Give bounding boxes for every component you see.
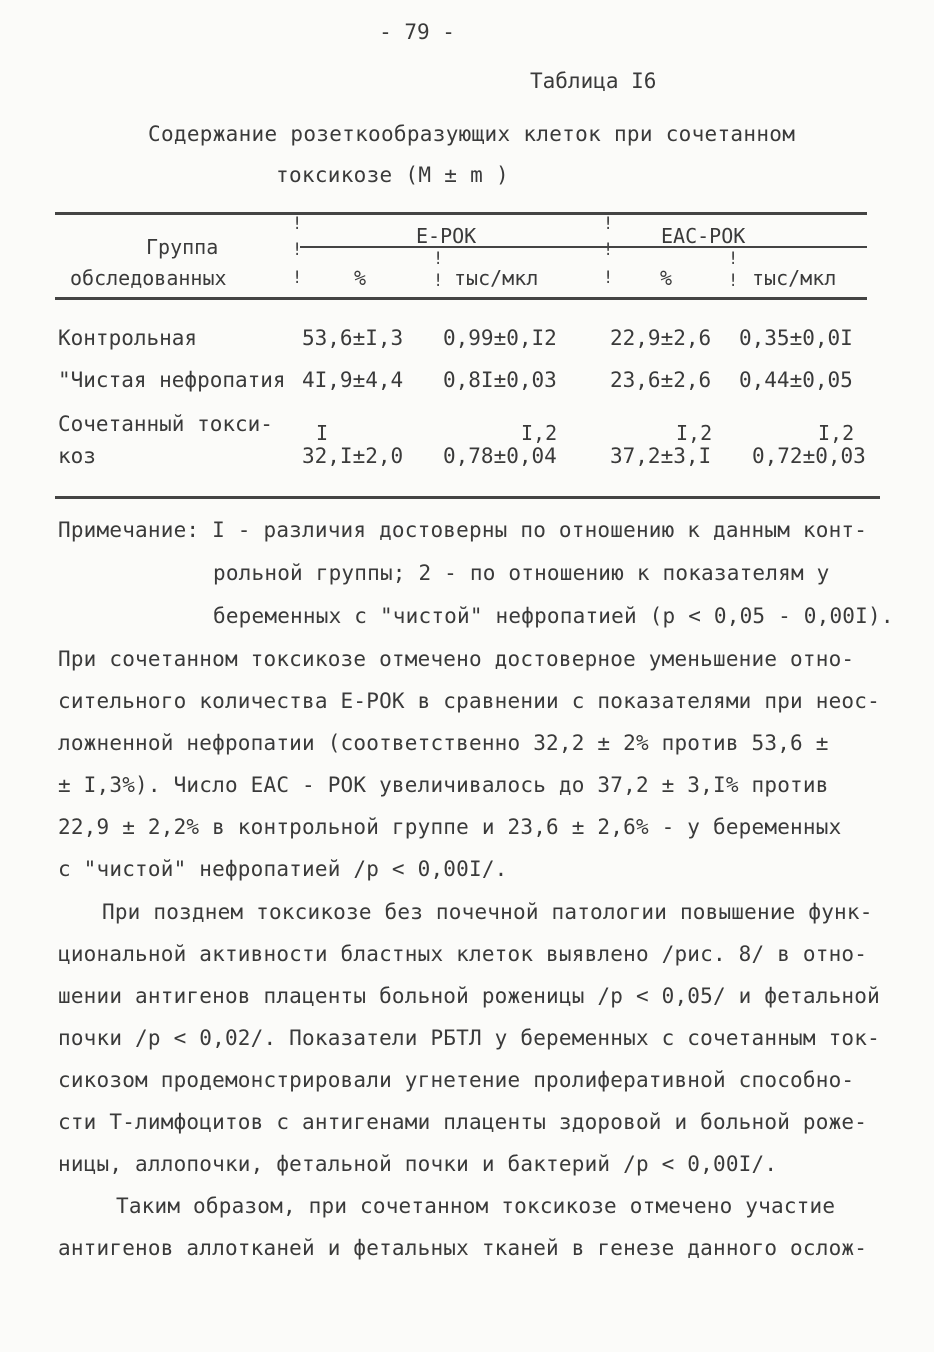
significance-mark: I,2: [676, 421, 713, 445]
group-cell: "Чистая нефропатия: [58, 368, 286, 392]
page-number: - 79 -: [379, 20, 455, 44]
body-text-line: антигенов аллотканей и фетальных тканей в генезе данного ослож-: [58, 1236, 868, 1260]
e-percent-header: %: [354, 266, 367, 290]
col-separator: !: [603, 240, 614, 260]
value-cell: 53,6±I,3: [302, 326, 404, 350]
value-cell: 0,99±0,I2: [443, 326, 557, 350]
group-cell-line-1: Сочетанный токси-: [58, 412, 273, 436]
significance-mark: I: [316, 421, 329, 445]
col-separator: !: [292, 268, 303, 288]
col-separator: !: [292, 240, 303, 260]
body-text-line: При позднем токсикозе без почечной патологии повышение функ-: [102, 900, 873, 924]
body-text-line: 22,9 ± 2,2% в контрольной группе и 23,6 ± 2,6% - у беременных: [58, 815, 842, 839]
value-cell: 0,44±0,05: [739, 368, 853, 392]
col-separator: !: [728, 271, 739, 291]
header-split-rule: [300, 246, 867, 248]
eac-percent-header: %: [660, 266, 673, 290]
body-text-line: сикозом продемонстрировали угнетение пролиферативной способно-: [58, 1068, 855, 1092]
table-note-line-3: беременных с "чистой" нефропатией (p < 0,05 - 0,00I).: [213, 604, 894, 628]
group-header-line-2: обследованных: [70, 266, 227, 290]
table-note-line-2: рольной группы; 2 - по отношению к показателям у: [213, 561, 830, 585]
col-separator: !: [292, 214, 303, 234]
col-separator: !: [603, 268, 614, 288]
body-text-line: сти Т-лимфоцитов с антигенами плаценты здоровой и больной роже-: [58, 1110, 868, 1134]
body-text-line: почки /p < 0,02/. Показатели РБТЛ у беременных с сочетанным ток-: [58, 1026, 880, 1050]
body-text-line: с "чистой" нефропатией /p < 0,00I/.: [58, 857, 508, 881]
value-cell: 0,8I±0,03: [443, 368, 557, 392]
value-cell: 0,78±0,04: [443, 444, 557, 468]
header-bottom-rule: [55, 297, 867, 300]
value-cell: 0,35±0,0I: [739, 326, 853, 350]
body-text-line: При сочетанном токсикозе отмечено достоверное уменьшение отно-: [58, 647, 855, 671]
significance-mark: I,2: [521, 421, 558, 445]
body-text-line: шении антигенов плаценты больной роженицы /p < 0,05/ и фетальной: [58, 984, 880, 1008]
body-text-line: ложненной нефропатии (соответственно 32,2 ± 2% против 53,6 ±: [58, 731, 829, 755]
value-cell: 37,2±3,I: [610, 444, 712, 468]
significance-mark: I,2: [818, 421, 855, 445]
table-top-rule: [55, 212, 867, 215]
e-rok-header: Е-РОК: [416, 224, 477, 248]
value-cell: 23,6±2,6: [610, 368, 712, 392]
body-text-line: ницы, аллопочки, фетальной почки и бактерий /p < 0,00I/.: [58, 1152, 778, 1176]
eac-per-mkl-header: тыс/мкл: [752, 266, 837, 290]
col-separator: !: [603, 214, 614, 234]
table-caption-line-2: токсикозе (M ± m ): [276, 163, 509, 187]
value-cell: 0,72±0,03: [752, 444, 866, 468]
e-per-mkl-header: тыс/мкл: [454, 266, 539, 290]
body-text-line: ± I,3%). Число ЕАС - РОК увеличивалось до 37,2 ± 3,I% против: [58, 773, 829, 797]
value-cell: 32,I±2,0: [302, 444, 404, 468]
value-cell: 22,9±2,6: [610, 326, 712, 350]
eac-rok-header: ЕАС-РОК: [661, 224, 746, 248]
col-separator: !: [728, 249, 739, 269]
table-caption-line-1: Содержание розеткообразующих клеток при сочетанном: [148, 122, 796, 146]
body-text-line: Таким образом, при сочетанном токсикозе отмечено участие: [116, 1194, 836, 1218]
body-text-line: сительного количества Е-РОК в сравнении с показателями при неос-: [58, 689, 880, 713]
col-separator: !: [433, 249, 444, 269]
group-cell-line-2: коз: [58, 444, 96, 468]
group-header-line-1: Группа: [146, 235, 219, 259]
group-cell: Контрольная: [58, 326, 198, 350]
table-label: Таблица I6: [530, 69, 657, 93]
value-cell: 4I,9±4,4: [302, 368, 404, 392]
col-separator: !: [433, 271, 444, 291]
table-note-line-1: Примечание: I - различия достоверны по отношению к данным конт-: [58, 518, 868, 542]
body-text-line: циональной активности бластных клеток выявлено /рис. 8/ в отно-: [58, 942, 868, 966]
table-bottom-rule: [55, 496, 880, 499]
